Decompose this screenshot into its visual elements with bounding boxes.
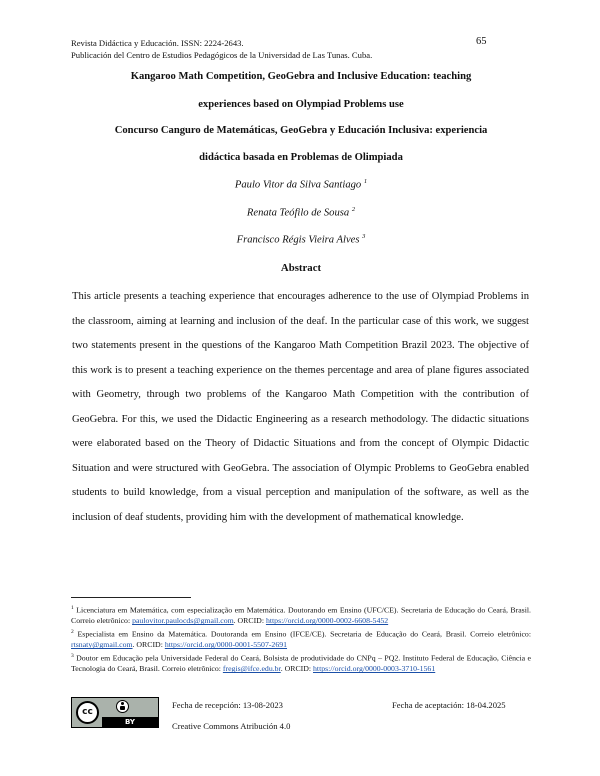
title-en-line2: experiences based on Olympiad Problems use [198, 99, 404, 110]
publisher-line: Publicación del Centro de Estudios Pedagógicos de la Universidad de Las Tunas. Cuba. [71, 50, 373, 60]
footnote-2: $^2$ Especialista em Ensino da Matemática. Doutoranda em Ensino (IFCE/CE). Secretaria de Educação do Ceará, Brasil. Correio eletrônico: rtsnaty@gmail.com. ORCID: https://orcid.org/0000-0001-5507-2691 [71, 629, 532, 650]
cc-by-license-badge[interactable] [71, 697, 159, 728]
author-3: Francisco Régis Vieira Alves $^3$ [236, 233, 366, 246]
attribution-person-icon [116, 700, 129, 713]
accepted-date: Fecha de aceptación: 18-04.2025 [392, 700, 506, 710]
license-text: Creative Commons Atribución 4.0 [172, 721, 291, 731]
author-2: Renata Teófilo de Sousa $^2$ [246, 206, 356, 219]
title-es-line1: Concurso Canguro de Matemáticas, GeoGebra y Educación Inclusiva: experiencia [114, 125, 488, 136]
title-en-line1: Kangaroo Math Competition, GeoGebra and Inclusive Education: teaching [130, 71, 472, 82]
author-1: Paulo Vitor da Silva Santiago $^1$ [234, 178, 368, 191]
footnotes [71, 603, 531, 675]
footnote-2-orcid-link[interactable]: https://orcid.org/0000-0001-5507-2691 [164, 640, 288, 650]
footnote-3-email-link[interactable]: fregis@ifce.edu.br [222, 664, 281, 674]
running-header [71, 37, 531, 61]
footnote-3: $^3$ Doutor em Educação pela Universidade Federal do Ceará, Bolsista de produtividade do CNPq – PQ2. Instituto Federal de Educação, Ciência e Tecnologia do Ceará, Brasil. Correio eletrônico: fregis@ifce.edu.br. ORCID: https://orcid.org/0000-0003-3710-1561 [71, 653, 531, 674]
title-es-line2: didáctica basada en Problemas de Olimpiada [199, 152, 403, 163]
by-label-bar [102, 717, 158, 727]
footnote-1-orcid-link[interactable]: https://orcid.org/0000-0002-6608-5452 [265, 616, 389, 626]
by-label: BY [124, 718, 136, 726]
footnote-2-email-link[interactable]: rtsnaty@gmail.com [71, 640, 133, 650]
journal-line: Revista Didáctica y Educación. ISSN: 2224-2643. [71, 38, 244, 48]
received-date: Fecha de recepción: 13-08-2023 [172, 700, 283, 710]
footnote-3-orcid-link[interactable]: https://orcid.org/0000-0003-3710-1561 [313, 664, 436, 674]
abstract-heading: Abstract [280, 262, 322, 274]
footnote-divider [71, 597, 191, 598]
footnote-1: $^1$ Licenciatura em Matemática, com especialização em Matemática. Doutorando em Ensino (UFC/CE). Secretaria de Educação do Ceará, Brasil. Correio eletrônico: paulovitor.paulocds@gmail.com. ORCID: https://orcid.org/0000-0002-6608-5452 [71, 605, 532, 626]
page-number: 65 [476, 36, 487, 47]
cc-icon: cc [76, 701, 99, 724]
abstract-body: This article presents a teaching experience that encourages adherence to the use of Olympiad Problems in the classroom, aiming at learning and inclusion of the deaf. In the particular case of this work, we suggest two statements present in the questions of the Kangaroo Math Competition Brazil 2023. The objective of this work is to present a teaching experience on the themes percentage and area of plane figures associated with Geometry, through two problems of the Kangaroo Math Competition with the contribution of GeoGebra. For this, we used the Didactic Engineering as a research methodology. The didactic situations were elaborated based on the Theory of Didactic Situations and from the concept of Olympic Didactic Situation and were structured with GeoGebra. The association of Olympic Problems to GeoGebra enabled students to build knowledge, from a visual perception and manipulation of the software, as well as the inclusion of deaf students, providing him with the development of mathematical knowledge. [72, 291, 529, 523]
footnote-1-email-link[interactable]: paulovitor.paulocds@gmail.com [132, 616, 234, 626]
